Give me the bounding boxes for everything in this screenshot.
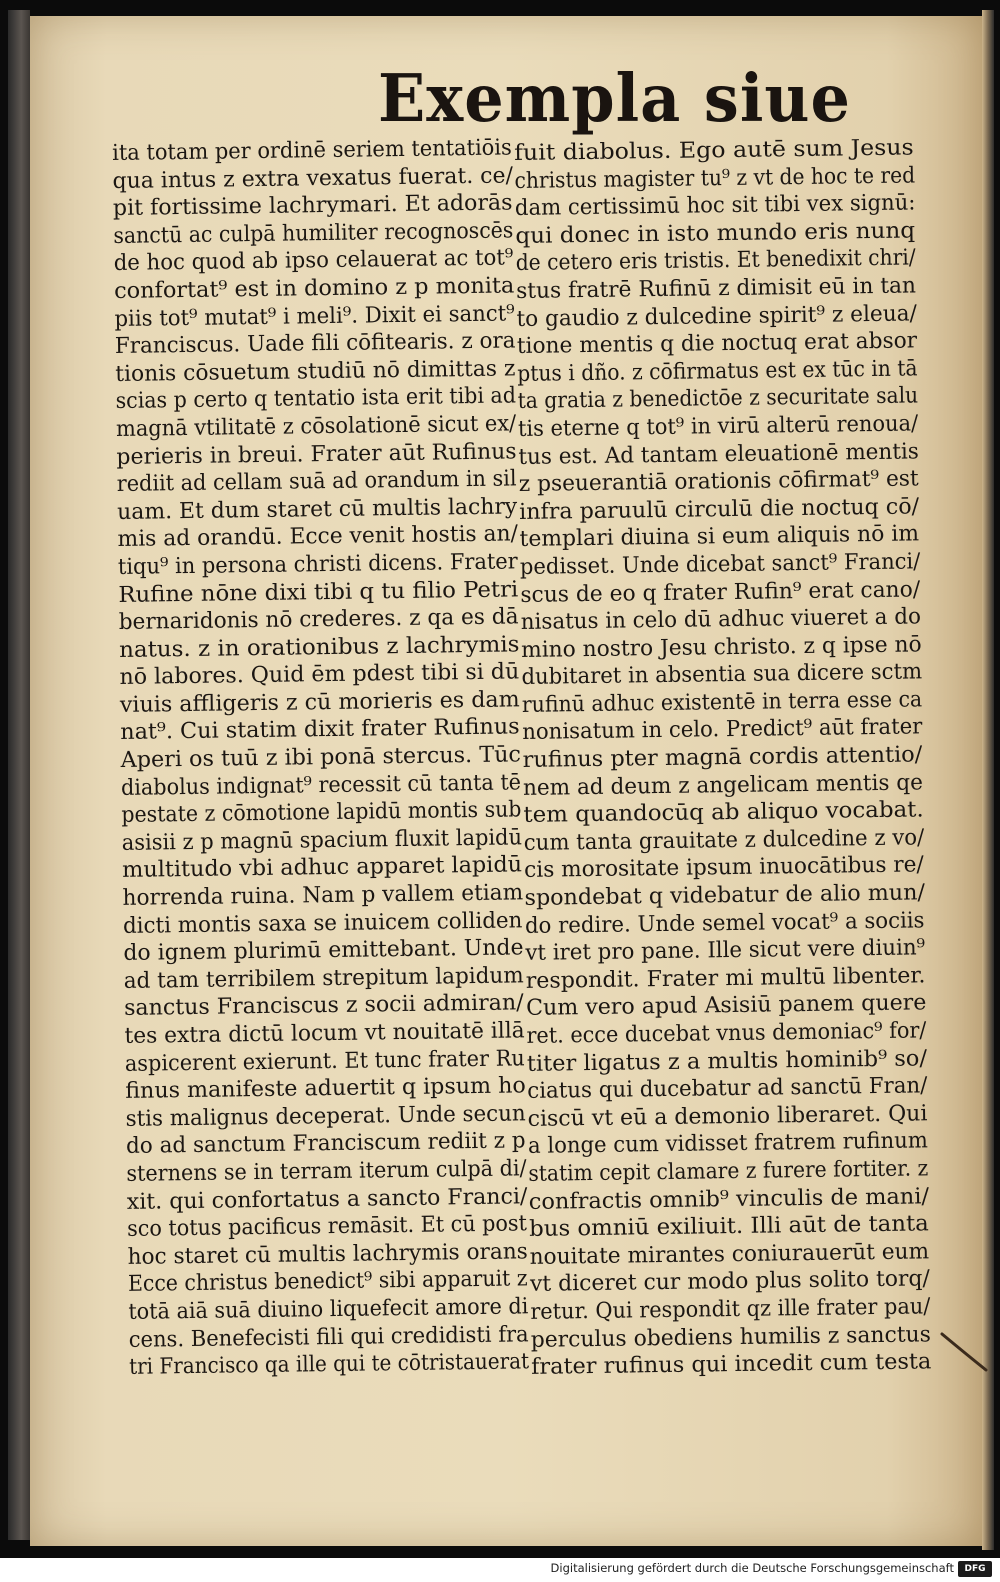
text-line: templari diuina si eum aliquis nō im [519,521,920,553]
text-line: ad tam terribilem strepitum lapidum [123,963,524,994]
text-line: stus fratrē Rufinū z dimisit eū in tan [515,273,917,304]
text-line: viuis affligeris z cū morieris es dam [119,687,520,718]
text-line: dubitaret in absentia sua dicere sctm [521,659,923,691]
text-line: do ignem plurimū emittebant. Unde [123,935,524,967]
text-line: totā aiā suā diuino liquefecit amore di [128,1294,529,1325]
text-line: nat⁹. Cui statim dixit frater Rufinus [120,714,520,746]
text-line: perieris in breui. Frater aūt Rufinus [116,438,517,470]
text-line: nō labores. Quid ēm pdest tibi si dū [119,659,520,691]
text-line: Franciscus. Uade fili cōfitearis. z ora [114,328,516,360]
text-line: pedisset. Unde dicebat sanct⁹ Franci/ [519,549,921,580]
text-line: hoc staret cū multis lachrymis orans [127,1239,528,1270]
text-line: stis malignus deceperat. Unde secun [125,1101,526,1132]
text-line: dicti montis saxa se inuicem colliden [122,907,523,939]
text-line: piis tot⁹ mutat⁹ i meli⁹. Dixit ei sanct⁹ [114,300,515,332]
text-line: vt diceret cur modo plus solito torq/ [529,1266,931,1298]
text-line: do redire. Unde semel vocat⁹ a sociis [524,907,925,939]
text-line: xit. qui confortatus a sancto Franci/ [126,1183,528,1215]
text-line: titer ligatus z a multis hominib⁹ so/ [526,1045,928,1077]
text-line: ciatus qui ducebatur ad sanctū Fran/ [527,1073,928,1105]
text-line: tes extra dictū locum vt nouitatē illā [124,1018,525,1049]
text-line: ret. ecce ducebat vnus demoniac⁹ for/ [526,1018,927,1049]
text-line: fuit diabolus. Ego autē sum Jesus [514,135,914,166]
text-line: multitudo vbi adhuc apparet lapidū [122,852,523,884]
text-line: ita totam per ordinē seriem tentatiōis [112,135,512,166]
dfg-logo: DFG [958,1561,992,1577]
text-line: tem quandocūq ab aliquo vocabat. [523,797,924,829]
text-line: infra paruulū circulū die noctuq cō/ [519,494,920,525]
text-column-left [112,134,549,1381]
text-line: tionis cōsuetum studiū nō dimittas z [115,356,516,387]
digitization-footer [0,1558,1000,1582]
text-line: nisatus in celo dū adhuc viueret a do [520,604,922,636]
text-line: mis ad orandū. Ecce venit hostis an/ [117,521,519,553]
text-line: rediit ad cellam suā ad orandum in sil [116,466,517,498]
text-line: ptus i dño. z cōfirmatus est ex tūc in tā [517,356,918,387]
text-line: cis morositate ipsum inuocātibus re/ [524,852,924,884]
text-line: scias p certo q tentatio ista erit tibi ad [115,383,517,415]
text-column-right [514,134,951,1381]
text-line: nonisatum in celo. Predict⁹ aūt frater [522,714,923,746]
text-line: tis eterne q tot⁹ in virū alterū renoua/ [517,411,919,442]
text-line: sternens se in terram iterum culpā di/ [126,1156,527,1187]
text-line: pit fortissime lachrymari. Et adorās [112,190,513,222]
text-line: dam certissimū hoc sit tibi vex signū: [514,190,916,222]
text-line: Cum vero apud Asisiū panem quere [525,990,927,1022]
text-line: nem ad deum z angelicam mentis qe [522,770,924,801]
book-edge-right [982,10,994,1550]
book-edge-left [8,10,30,1540]
text-line: nouitate mirantes coniurauerūt eum [529,1239,930,1270]
text-line: horrenda ruina. Nam p vallem etiam [122,880,524,911]
text-line: Ecce christus benedict⁹ sibi apparuit z [127,1266,528,1298]
footer-funding-text: Digitalisierung gefördert durch die Deutsche Forschungsgemeinschaft [550,1561,954,1575]
text-line: qui donec in isto mundo eris nunq [515,218,916,249]
text-line: de hoc quod ab ipso celauerat ac tot⁹ [113,245,514,277]
text-line: spondebat q videbatur de alio mun/ [524,880,926,911]
text-line: magnā vtilitatē z cōsolationē sicut ex/ [115,411,517,442]
text-line: pestate z cōmotione lapidū montis sub [121,797,522,829]
text-line: statim cepit clamare z furere fortiter. z [528,1156,929,1187]
text-line: z pseuerantiā orationis cōfirmat⁹ est [518,466,919,498]
text-line: aspicerent exierunt. Et tunc frater Ru [124,1045,525,1077]
text-line: Aperi os tuū z ibi ponā stercus. Tūc [120,742,522,774]
text-line: rufinus pter magnā cordis attentio/ [522,742,923,774]
text-line: finus manifeste aduertit q ipsum ho [125,1073,526,1105]
text-line: sco totus pacificus remāsit. Et cū post [127,1211,528,1243]
text-line: sanctū ac culpā humiliter recognoscēs [113,218,514,249]
text-line: asisii z p magnū spacium fluxit lapidū [121,825,523,856]
text-line: tiqu⁹ in persona christi dicens. Frater [117,549,518,580]
text-line: confractis omnib⁹ vinculis de mani/ [528,1183,930,1215]
text-line: christus magister tu⁹ z vt de hoc te red [514,162,916,194]
ink-stroke-mark [940,1330,990,1375]
text-line: ta gratia z benedictōe z securitate salu [517,383,919,415]
text-line: sanctus Franciscus z socii admiran/ [123,990,524,1022]
text-line: tri Francisco qa ille qui te cōtristauerat [128,1349,530,1381]
text-line: to gaudio z dulcedine spirit⁹ z eleua/ [516,300,918,332]
text-line: perculus obediens humilis z sanctus [530,1321,931,1353]
text-line: confortat⁹ est in domino z p monita [113,273,515,304]
text-line: cum tanta grauitate z dulcedine z vo/ [523,825,925,856]
text-line: diabolus indignat⁹ recessit cū tanta tē [120,770,522,801]
page-running-title: Exempla siue [378,60,851,137]
text-line: qua intus z extra vexatus fuerat. ce/ [112,163,514,194]
text-line: Rufine nōne dixi tibi q tu filio Petri [118,576,519,608]
text-line: respondit. Frater mi multū libenter. [525,963,926,994]
text-line: de cetero eris tristis. Et benedixit chri/ [515,245,916,277]
text-line: tione mentis q die noctuq erat absor [516,328,918,360]
text-line: ciscū vt eū a demonio liberaret. Qui [527,1101,928,1132]
text-line: bus omniū exiliuit. Illi aūt de tanta [529,1211,929,1243]
text-line: uam. Et dum staret cū multis lachry [117,494,518,525]
text-line: mino nostro Jesu christo. z q ipse nō [520,632,922,663]
text-line: frater rufinus qui incedit cum testa [530,1349,932,1381]
text-line: scus de eo q frater Rufin⁹ erat cano/ [520,576,921,608]
text-line: rufinū adhuc existentē in terra esse ca [521,687,923,718]
text-line: tus est. Ad tantam eleuationē mentis [518,438,919,470]
text-line: natus. z in orationibus z lachrymis [118,632,520,663]
text-line: bernaridonis nō crederes. z qa es dā [118,604,519,636]
text-line: retur. Qui respondit qz ille frater pau/ [530,1294,931,1325]
text-line: a longe cum vidisset fratrem rufinum [527,1128,928,1160]
text-line: do ad sanctum Franciscum rediit z p [125,1128,526,1160]
text-line: cens. Benefecisti fili qui credidisti fra [128,1321,529,1353]
text-line: vt iret pro pane. Ille sicut vere diuin⁹ [525,935,926,967]
